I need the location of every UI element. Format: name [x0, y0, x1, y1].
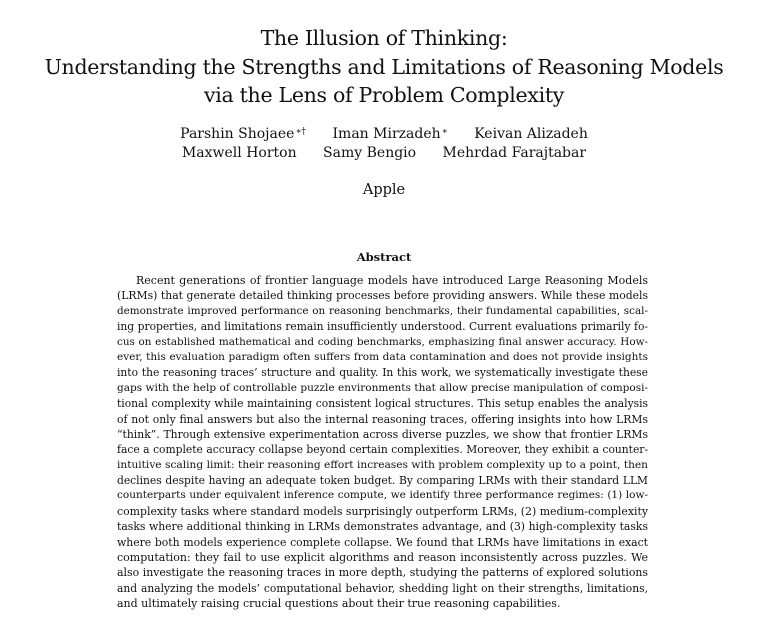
abstract-line: counterparts under equivalent inference compute, we identify three performance regimes: (1) low-	[117, 489, 648, 502]
abstract-line: cus on established mathematical and coding benchmarks, emphasizing final answer accuracy. How-	[117, 335, 648, 348]
abstract-line: into the reasoning traces’ structure and quality. In this work, we systematically investigate these	[117, 366, 648, 380]
abstract-line: tasks where additional thinking in LRMs demonstrates advantage, and (3) high-complexity tasks	[117, 520, 648, 534]
title-line: The Illusion of Thinking:	[260, 26, 508, 50]
author	[333, 125, 448, 144]
abstract-line: ing properties, and limitations remain insufficiently understood. Current evaluations primarily fo-	[117, 320, 648, 334]
abstract-line: (LRMs) that generate detailed thinking processes before providing answers. While these models	[117, 289, 648, 303]
author-row	[0, 144, 768, 163]
author-name: Keivan Alizadeh	[474, 126, 588, 142]
author-list	[0, 125, 768, 163]
abstract-line: face a complete accuracy collapse beyond certain complexities. Moreover, they exhibit a counter-	[117, 443, 648, 457]
abstract-line: computation: they fail to use explicit algorithms and reason inconsistently across puzzles. We	[117, 551, 648, 565]
author	[180, 125, 306, 144]
affiliation: Apple	[362, 182, 406, 198]
author-footnote-mark: ∗†	[295, 127, 307, 137]
author-row	[0, 125, 768, 144]
abstract-line: and analyzing the models’ computational behavior, shedding light on their strengths, limitations,	[117, 581, 648, 595]
abstract-line: ever, this evaluation paradigm often suffers from data contamination and does not provide insights	[117, 350, 648, 363]
author	[443, 144, 587, 163]
author-name: Mehrdad Farajtabar	[442, 145, 587, 161]
abstract-line: declines despite having an adequate token budget. By comparing LRMs with their standard LLM	[117, 474, 648, 488]
author-name: Parshin Shojaee	[180, 126, 295, 142]
title-line: via the Lens of Problem Complexity	[203, 83, 565, 107]
paper-title	[0, 24, 768, 110]
abstract-line: demonstrate improved performance on reasoning benchmarks, their fundamental capabilities, scal-	[117, 304, 648, 317]
author-name: Maxwell Horton	[181, 145, 297, 161]
abstract-line: gaps with the help of controllable puzzle environments that allow precise manipulation of composi-	[117, 381, 648, 394]
abstract-line: Recent generations of frontier language models have introduced Large Reasoning Models	[136, 274, 648, 287]
abstract-line: complexity tasks where standard models surprisingly outperform LRMs, (2) medium-complexity	[117, 504, 648, 518]
author-footnote-mark: ∗	[441, 127, 448, 137]
abstract-line: of not only final answers but also the internal reasoning traces, offering insights into how LRMs	[117, 412, 648, 426]
abstract-heading: Abstract	[356, 250, 412, 264]
abstract-line: “think”. Through extensive experimentation across diverse puzzles, we show that frontier LRMs	[117, 427, 648, 441]
abstract-line: where both models experience complete collapse. We found that LRMs have limitations in exact	[117, 535, 648, 549]
abstract-line: and ultimately raising crucial questions about their true reasoning capabilities.	[117, 597, 561, 611]
author-name: Samy Bengio	[323, 145, 417, 161]
abstract-line: also investigate the reasoning traces in more depth, studying the patterns of explored solutions	[117, 566, 648, 580]
title-line: Understanding the Strengths and Limitations of Reasoning Models	[44, 54, 724, 79]
author	[474, 125, 588, 144]
abstract-body	[117, 273, 648, 612]
author-name: Iman Mirzadeh	[332, 126, 441, 142]
abstract-line: tional complexity while maintaining consistent logical structures. This setup enables the analysis	[117, 397, 648, 411]
author	[323, 144, 416, 163]
abstract-line: intuitive scaling limit: their reasoning effort increases with problem complexity up to a point, then	[117, 458, 648, 471]
author	[182, 144, 297, 163]
